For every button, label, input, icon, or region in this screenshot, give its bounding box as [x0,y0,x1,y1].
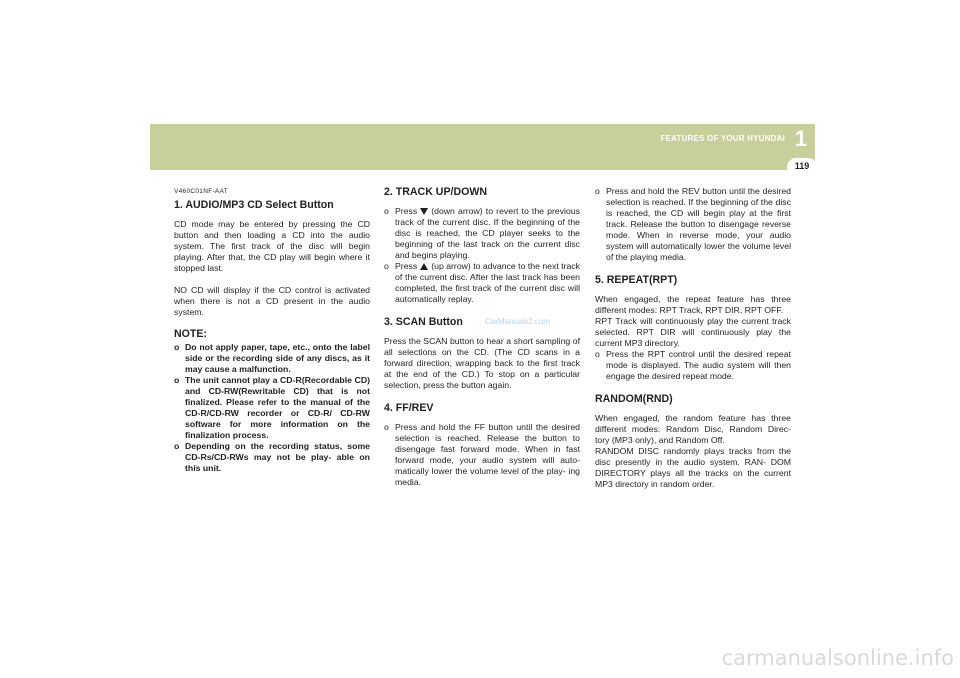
watermark-mid: CarManuals2.com [485,317,550,326]
up-arrow-icon [420,263,428,270]
column-2 [384,186,580,499]
column-1 [174,186,370,485]
note-item [174,375,370,441]
note-text: Depending on the recording status, some CD-Rs/CD-RWs may not be play- able on this unit. [185,441,370,473]
bullet: o [595,349,600,359]
paragraph-cd-mode: CD mode may be entered by pressing the CD button and then loading a CD into the audio system. The first track of the disc will begin playing. After that, the CD play will begin where it stopped last. [174,219,370,273]
rev-item [595,186,791,263]
paragraph-repeat-2: RPT Track will continuously play the current track selected. RPT DIR will continuously play the current MP3 directory. [595,316,791,348]
heading-scan-button: 3. SCAN Button [384,316,463,328]
note-text: The unit cannot play a CD-R(Recordable CD) and CD-RW(Rewritable CD) that is not finalized. Please refer to the manual of the CD-R/CD-RW recorder or CD-R/ CD-RW software for more information on the finalization process. [185,375,370,440]
note-list [174,342,370,474]
bullet: o [174,441,180,451]
track-list [384,206,580,305]
bullet: o [384,422,389,432]
heading-track-up-down: 2. TRACK UP/DOWN [384,186,487,198]
paragraph-repeat: When engaged, the repeat feature has three different modes: RPT Track, RPT DIR, RPT OFF. [595,294,791,315]
note-text: Do not apply paper, tape, etc., onto the label side or the recording side of any discs, as it may cause a malfunction. [185,342,370,374]
bullet: o [384,206,389,216]
paragraph-scan: Press the SCAN button to hear a short sampling of all selections on the CD. (The CD scans in a forward direction, wrapping back to the first track at the end of the CD.) To stop on a particular selection, press the button again. [384,336,580,390]
note-title: NOTE: [174,328,207,340]
header-band [150,124,815,170]
track-down-pre: Press [395,206,418,216]
paragraph-no-cd: NO CD will display if the CD control is activated when there is not a CD present in the audio system. [174,285,370,317]
bullet: o [595,186,600,196]
page-number-tab [787,158,817,176]
bullet: o [174,375,180,385]
track-down-text: (down arrow) to revert to the previous track of the current disc. If the beginning of the disc is reached, the CD player seeks to the beginning of the last track on the current disc and begins playing. [395,206,580,260]
chapter-number: 1 [794,126,807,151]
track-item-down [384,206,580,261]
heading-ff-rev: 4. FF/REV [384,402,434,414]
heading-random: RANDOM(RND) [595,393,673,405]
repeat-item [595,349,791,382]
note-item [174,342,370,375]
watermark: carmanualsonline.info [721,646,954,670]
paragraph-random: When engaged, the random feature has three different modes: Random Disc, Random Direc- tory (MP3 only), and Random Off. [595,413,791,445]
down-arrow-icon [420,208,428,215]
repeat-list [595,349,791,382]
track-item-up [384,261,580,305]
track-up-pre: Press [395,261,418,271]
heading-repeat: 5. REPEAT(RPT) [595,274,678,286]
ff-text: Press and hold the FF button until the desired selection is reached. Release the button to disengage fast forward mode. When in fast forward mode, your audio system will auto- matically lower the volume level of the play- ing media. [395,422,580,487]
heading-audio-mp3: 1. AUDIO/MP3 CD Select Button [174,199,334,211]
track-up-text: (up arrow) to advance to the next track of the current disc. After the last track has been completed, the first track of the current disc will automatically replay. [395,261,580,304]
note-item [174,441,370,474]
rev-list [595,186,791,263]
column-3 [595,186,791,501]
ff-list [384,422,580,488]
repeat-item-text: Press the RPT control until the desired repeat mode is displayed. The audio system will then engage the desired repeat mode. [606,349,791,381]
document-code: V460C01NF-AAT [174,188,228,195]
section-title: FEATURES OF YOUR HYUNDAI [660,134,785,143]
paragraph-random-2: RANDOM DISC randomly plays tracks from the disc presently in the audio system. RAN- DOM DIRECTORY plays all the tracks on the current MP3 directory in random order. [595,446,791,489]
ff-item [384,422,580,488]
rev-text: Press and hold the REV button until the desired selection is reached. If the beginning of the disc is reached, the CD will begin play at the first track. Release the button to disengage reverse mode. When in reverse mode, your audio system will automatically lower the volume level of the playing media. [606,186,791,262]
bullet: o [384,261,389,271]
page-number: 119 [794,161,810,171]
bullet: o [174,342,180,352]
